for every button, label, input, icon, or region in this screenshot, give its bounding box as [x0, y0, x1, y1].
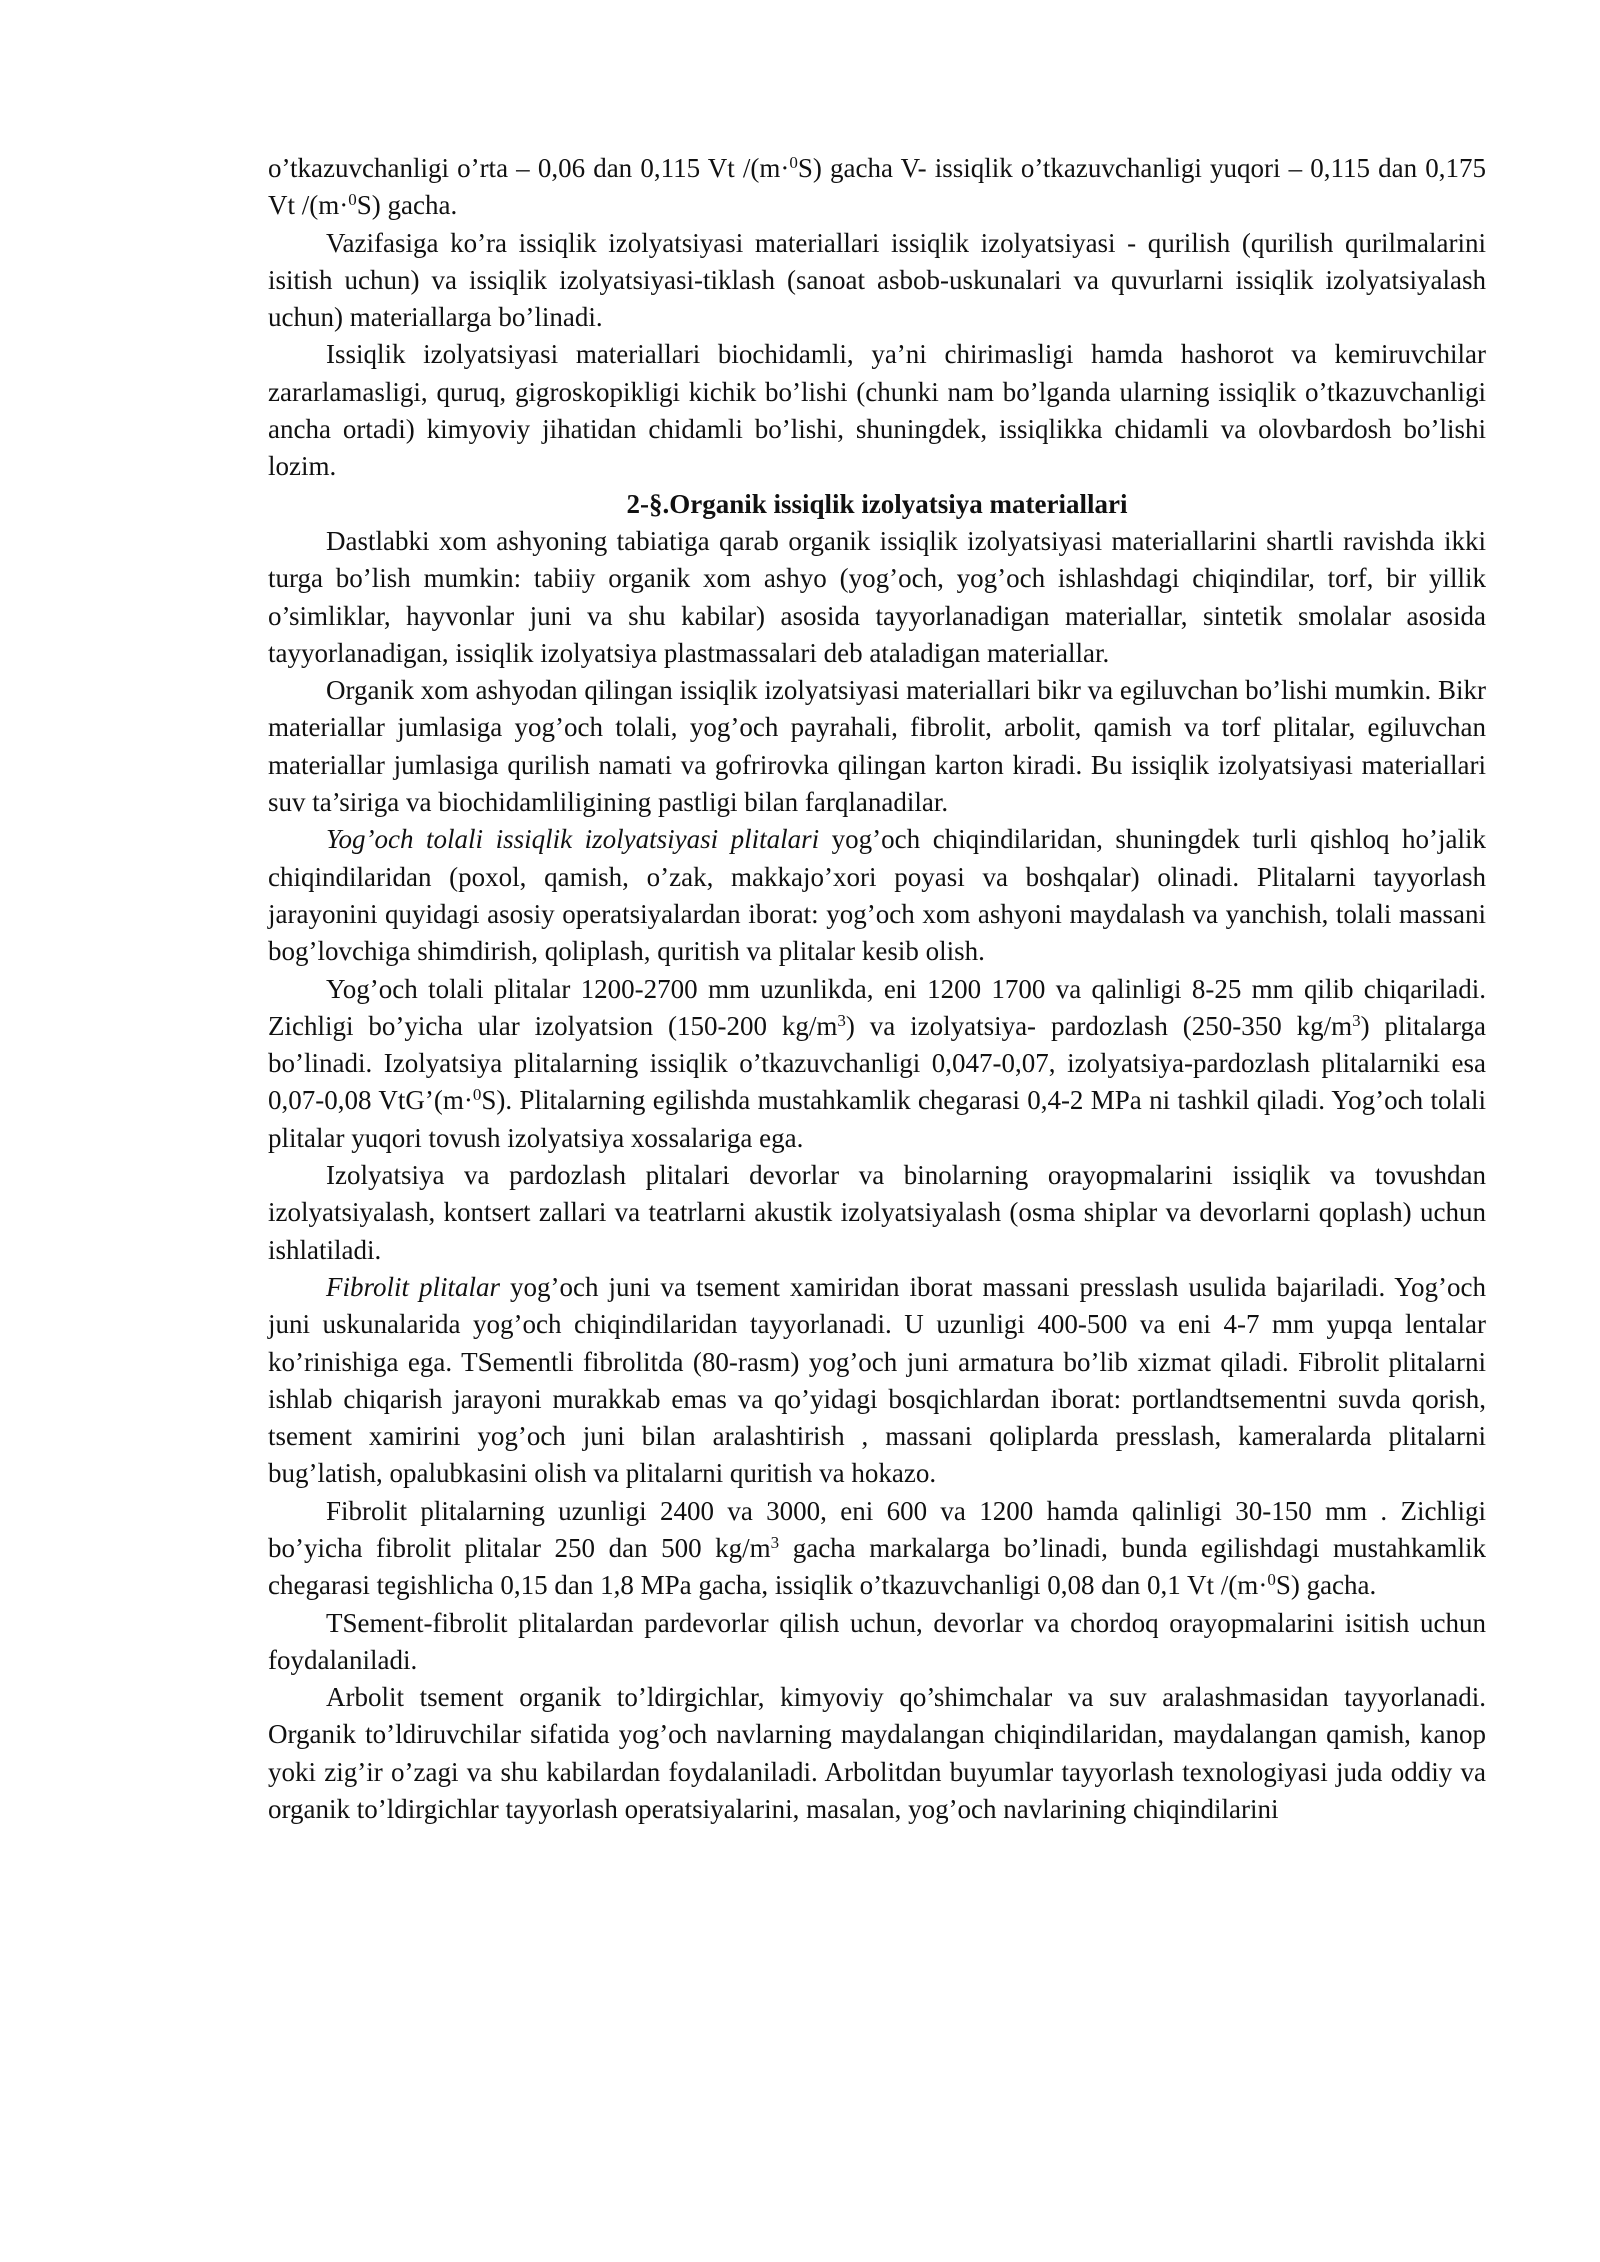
- text-run: S). Plitalarning egilishda mustahkamlik chegarasi 0,4-2 MPa ni tashkil qiladi. Yog’och tolali plitalar yuqori tovush izolyatsiya xossalariga ega.: [268, 1085, 1486, 1153]
- text-run: ) plitalarga bo’linadi. Izolyatsiya plitalarning issiqlik o’tkazuvchanligi 0,047-0,07, izolyatsiya-pardozlash plitalarniki esa 0,07-0,08 VtG’(m: [268, 1010, 1487, 1116]
- body-paragraph: [268, 672, 1486, 821]
- text-run: Arbolit tsement organik to’ldirgichlar, kimyoviy qo’shimchalar va suv aralashmasidan tayyorlanadi. Organik to’ldiruvchilar sifatida yog’och navlarning maydalangan chiqindilaridan, maydalangan qamish, kanop yoki zig’ir o’zagi va shu kabilardan foydalaniladi. Arbolitdan buyumlar tayyorlash texnologiyasi juda oddiy va organik to’ldirgichlar tayyorlash operatsiyalarini, masalan, yog’och navlarining chiqindilarini: [268, 1682, 1486, 1825]
- text-run: TSement-fibrolit plitalardan pardevorlar qilish uchun, devorlar va chordoq orayopmalarini isitish uchun foydalaniladi.: [268, 1607, 1486, 1675]
- body-paragraph: [268, 150, 1486, 225]
- multiplication-dot: ·: [339, 190, 349, 221]
- body-paragraph: [268, 1157, 1486, 1269]
- section-heading: [268, 486, 1486, 523]
- body-paragraph: [268, 1493, 1486, 1605]
- superscript: 0: [789, 153, 798, 172]
- text-run: yog’och chiqindilaridan, shuningdek turli qishloq ho’jalik chiqindilaridan (poxol, qamish, o’zak, makkajo’xori poyasi va boshqalar) olinadi. Plitalarni tayyorlash jarayonini quyidagi asosiy operatsiyalardan iborat: yog’och xom ashyoni maydalash va yanchish, tolali massani bog’lovchiga shimdirish, qoliplash, quritish va plitalar kesib olish.: [268, 824, 1486, 967]
- body-paragraph: [268, 225, 1486, 337]
- body-paragraph: [268, 1679, 1486, 1828]
- multiplication-dot: ·: [780, 153, 790, 183]
- body-paragraph: [268, 821, 1486, 970]
- italic-term: Yog’och tolali issiqlik izolyatsiyasi plitalari: [326, 824, 820, 855]
- document-page: [268, 150, 1486, 1828]
- superscript: 0: [348, 190, 357, 210]
- body-paragraph: [268, 971, 1486, 1157]
- text-run: Issiqlik izolyatsiyasi materiallari biochidamli, ya’ni chirimasligi hamda hashorot va kemiruvchilar zararlamasligi, quruq, gigroskopikligi kichik bo’lishi (chunki nam bo’lganda ularning issiqlik o’tkazuvchanligi ancha ortadi) kimyoviy jihatidan chidamli bo’lishi, shuningdek, issiqlikka chidamli va olovbardosh bo’lishi lozim.: [268, 339, 1486, 482]
- italic-term: Fibrolit plitalar: [326, 1271, 501, 1302]
- text-run: gacha markalarga bo’linadi, bunda egilishdagi mustahkamlik chegarasi tegishlicha 0,15 dan 1,8 MPa gacha, issiqlik o’tkazuvchanligi 0,08 dan 0,1 Vt /(m: [268, 1532, 1486, 1601]
- body-paragraph: [268, 336, 1486, 485]
- multiplication-dot: ·: [1258, 1570, 1268, 1601]
- body-paragraph: [268, 1605, 1486, 1680]
- text-run: Vazifasiga ko’ra issiqlik izolyatsiyasi materiallari issiqlik izolyatsiyasi - qurilish (qurilish qurilmalarini isitish uchun) va issiqlik izolyatsiyasi-tiklash (sanoat asbob-uskunalari va quvurlarni issiqlik izolyatsiyalash uchun) materiallarga bo’linadi.: [268, 227, 1486, 333]
- body-paragraph: [268, 1269, 1486, 1493]
- text-run: Dastlabki xom ashyoning tabiatiga qarab organik issiqlik izolyatsiyasi materiallarini shartli ravishda ikki turga bo’lish mumkin: tabiiy organik xom ashyo (yog’och, yog’och ishlashdagi chiqindilar, torf, bir yillik o’simliklar, hayvonlar juni va shu kabilar) asosida tayyorlanadigan materiallar, sintetik smolalar asosida tayyorlanadigan, issiqlik izolyatsiya plastmassalari deb ataladigan materiallar.: [268, 525, 1486, 668]
- text-run: Izolyatsiya va pardozlash plitalari devorlar va binolarning orayopmalarini issiqlik va tovushdan izolyatsiyalash, kontsert zallari va teatrlarni akustik izolyatsiyalash (osma shiplar va devorlarni qoplash) uchun ishlatiladi.: [268, 1160, 1486, 1265]
- superscript: 3: [770, 1532, 780, 1552]
- text-run: S) gacha.: [356, 190, 458, 221]
- text-run: Fibrolit plitalarning uzunligi 2400 va 3000, eni 600 va 1200 hamda qalinligi 30-150 mm . Zichligi bo’yicha fibrolit plitalar 250 dan 500 kg/m: [268, 1495, 1486, 1563]
- text-run: yog’och juni va tsement xamiridan iborat massani presslash usulida bajariladi. Yog’och juni uskunalarida yog’och chiqindilaridan tayyorlanadi. U uzunligi 400-500 va eni 4-7 mm yupqa lentalar ko’rinishiga ega. TSementli fibrolitda (80-rasm) yog’och juni armatura bo’lib xizmat qiladi. Fibrolit plitalarni ishlab chiqarish jarayoni murakkab emas va qo’yidagi bosqichlardan iborat: portlandtsementni suvda qorish, tsement xamirini yog’och juni bilan aralashtirish , massani qoliplarda presslash, kameralarda plitalarni bug’latish, opalubkasini olish va plitalarni quritish va hokazo.: [268, 1271, 1486, 1489]
- text-run: S) gacha.: [1275, 1570, 1377, 1601]
- multiplication-dot: ·: [463, 1085, 473, 1116]
- superscript: 3: [1352, 1010, 1361, 1030]
- text-run: S) gacha V- issiqlik o’tkazuvchanligi yuqori – 0,115 dan 0,175 Vt /(m: [268, 153, 1486, 221]
- text-run: Organik xom ashyodan qilingan issiqlik izolyatsiyasi materiallari bikr va egiluvchan bo’lishi mumkin. Bikr materiallar jumlasiga yog’och tolali, yog’och payrahali, fibrolit, arbolit, qamish va torf plitalar, egiluvchan materiallar jumlasiga qurilish namati va gofrirovka qilingan karton kiradi. Bu issiqlik izolyatsiyasi materiallari suv ta’siriga va biochidamliligining pastligi bilan farqlanadilar.: [268, 675, 1486, 818]
- superscript: 0: [1267, 1570, 1276, 1590]
- text-run: ) va izolyatsiya- pardozlash (250-350 kg/m: [845, 1010, 1353, 1041]
- body-paragraph: [268, 523, 1486, 672]
- text-run: o’tkazuvchanligi o’rta – 0,06 dan 0,115 Vt /(m: [268, 153, 781, 183]
- text-run: Yog’och tolali plitalar 1200-2700 mm uzunlikda, eni 1200 1700 va qalinligi 8-25 mm qilib chiqariladi. Zichligi bo’yicha ular izolyatsion (150-200 kg/m: [268, 973, 1486, 1041]
- superscript: 0: [472, 1085, 482, 1105]
- superscript: 3: [837, 1010, 846, 1030]
- text-run: 2-§.Organik issiqlik izolyatsiya materiallari: [626, 488, 1128, 519]
